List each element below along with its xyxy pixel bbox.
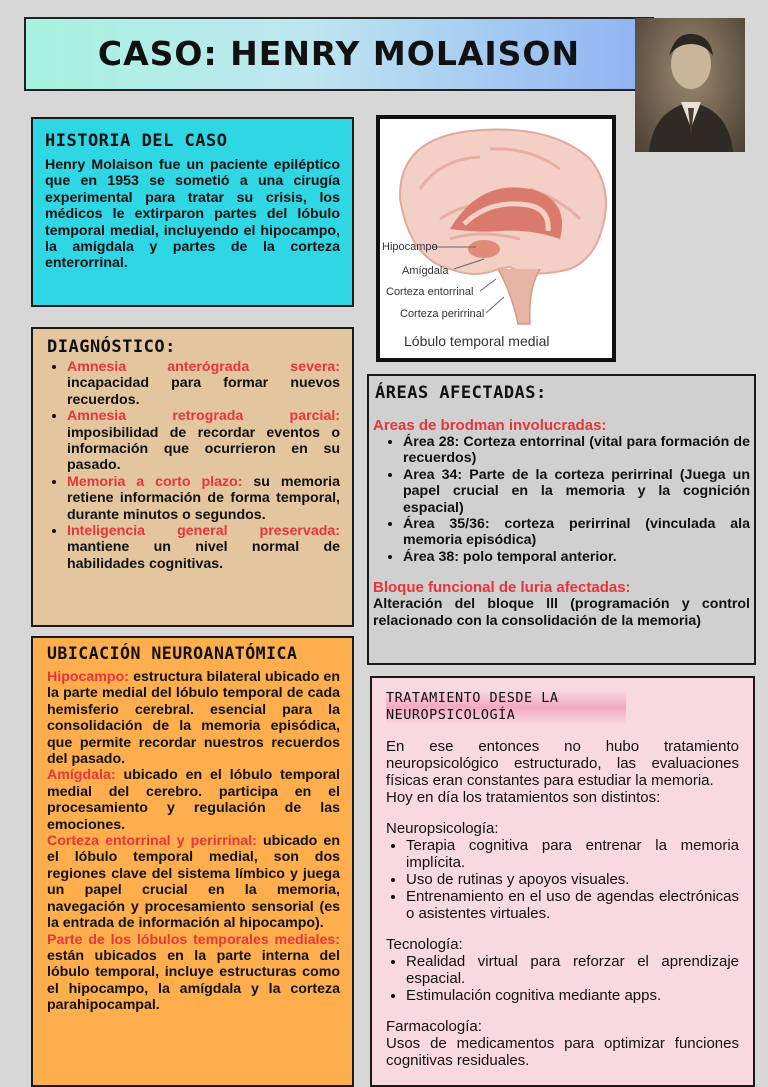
list-item: • Uso de rutinas y apoyos visuales. bbox=[406, 871, 739, 888]
list-item: • Área 38: polo temporal anterior. bbox=[403, 549, 750, 565]
ubicacion-paragraph bbox=[47, 932, 340, 1014]
historia-text: Henry Molaison fue un paciente epiléptico que en 1953 se sometió a una cirugía experimental para tratar su crisis, los médicos le extirparon partes del lóbulo temporal medial, incluyendo el hipocampo, la amígdala y partes de la corteza enterorrinal. bbox=[45, 157, 340, 272]
diagnostico-desc: incapacidad para formar nuevos recuerdos. bbox=[67, 375, 340, 408]
ubicacion-term: Amígdala: bbox=[47, 767, 116, 784]
label-corteza-entorrinal: Corteza entorrinal bbox=[386, 286, 474, 298]
brain-illustration bbox=[380, 119, 612, 358]
ubicacion-desc: están ubicados en la parte interna del lóbulo temporal, incluye estructuras como el hipocampo, la amígdala y la corteza parahipocampal. bbox=[47, 947, 340, 1014]
ubicacion-desc: ubicado en el lóbulo temporal medial del cerebro. participa en el procesamiento y regulación de las emociones. bbox=[47, 767, 340, 833]
portrait-photo bbox=[635, 18, 745, 152]
list-item: • Area 34: Parte de la corteza perirrinal (Juega un papel crucial en la memoria y la cognición espacial) bbox=[403, 467, 750, 516]
diagnostico-term: Amnesia retrograda parcial: bbox=[67, 408, 340, 425]
diagnostico-term: Amnesia anterógrada severa: bbox=[67, 359, 340, 375]
label-corteza-perirrinal: Corteza perirrinal bbox=[400, 308, 485, 320]
diagnostico-desc: su memoria retiene información de forma temporal, durante minutos o segundos. bbox=[67, 473, 340, 523]
diagnostico-term: Memoria a corto plazo: bbox=[67, 473, 243, 490]
diagnostico-desc: mantiene un nivel normal de habilidades cognitivas. bbox=[67, 539, 340, 572]
list-item: • Entrenamiento en el uso de agendas electrónicas o asistentes virtuales. bbox=[406, 888, 739, 922]
brodman-list bbox=[373, 434, 750, 565]
list-item: • Realidad virtual para reforzar el aprendizaje espacial. bbox=[406, 953, 739, 987]
brain-caption: Lóbulo temporal medial bbox=[404, 333, 550, 349]
luria-title: Bloque funcional de luria afectadas: bbox=[373, 579, 631, 597]
diagnostico-heading: DIAGNÓSTICO: bbox=[47, 337, 176, 357]
ubicacion-paragraph bbox=[47, 767, 340, 833]
farma-title: Farmacología: bbox=[386, 1018, 482, 1035]
list-item bbox=[67, 359, 340, 408]
tratamiento-intro: En ese entonces no hubo tratamiento neuropsicológico estructurado, las evaluaciones físicas eran constantes para estudiar la memoria. bbox=[386, 738, 739, 789]
list-item: • Estimulación cognitiva mediante apps. bbox=[406, 987, 739, 1004]
ubicacion-heading: UBICACIÓN NEUROANATÓMICA bbox=[47, 644, 298, 663]
tratamiento-intro2: Hoy en día los tratamientos son distintos: bbox=[386, 789, 661, 806]
label-amigdala: Amígdala bbox=[402, 265, 449, 277]
brodman-title: Areas de brodman involucradas: bbox=[373, 417, 607, 434]
diagnostico-desc: imposibilidad de recordar eventos o información que ocurrieron en su pasado. bbox=[67, 424, 340, 474]
list-item bbox=[67, 408, 340, 474]
ubicacion-term: Parte de los lóbulos temporales mediales: bbox=[47, 931, 340, 948]
diagnostico-list bbox=[47, 359, 340, 572]
ubicacion-section bbox=[31, 636, 354, 1087]
ubicacion-desc: estructura bilateral ubicado en la parte medial del lóbulo temporal de cada hemisferio cerebral. esencial para la consolidación de la memoria episódica, que permite recordar nuestros recuerdos del pasado. bbox=[47, 669, 340, 768]
list-item: • Terapia cognitiva para entrenar la memoria implícita. bbox=[406, 837, 739, 871]
title-banner bbox=[24, 17, 654, 91]
ubicacion-term: Hipocampo: bbox=[47, 669, 129, 685]
neuro-title: Neuropsicología: bbox=[386, 820, 499, 837]
areas-heading: ÁREAS AFECTADAS: bbox=[375, 383, 547, 403]
historia-section bbox=[31, 117, 354, 307]
list-item: • Área 35/36: corteza perirrinal (vinculada ala memoria episódica) bbox=[403, 516, 750, 549]
diagnostico-term: Inteligencia general preservada: bbox=[67, 523, 340, 540]
tratamiento-heading: TRATAMIENTO DESDE LA NEUROPSICOLOGÍA bbox=[386, 690, 626, 724]
ubicacion-term: Corteza entorrinal y perirrinal: bbox=[47, 833, 257, 850]
brain-figure bbox=[376, 115, 616, 362]
page-title: CASO: HENRY MOLAISON bbox=[97, 34, 581, 73]
neuro-list bbox=[386, 837, 739, 922]
ubicacion-paragraph bbox=[47, 669, 340, 767]
tratamiento-section bbox=[370, 676, 755, 1087]
list-item: • Área 28: Corteza entorrinal (vital para formación de recuerdos) bbox=[403, 434, 750, 467]
label-hipocampo: Hipocampo bbox=[382, 241, 438, 253]
farma-text: Usos de medicamentos para optimizar funciones cognitivas residuales. bbox=[386, 1035, 739, 1069]
ubicacion-paragraph bbox=[47, 833, 340, 931]
list-item bbox=[67, 523, 340, 572]
list-item bbox=[67, 474, 340, 523]
historia-heading: HISTORIA DEL CASO bbox=[45, 131, 228, 151]
diagnostico-section bbox=[31, 327, 354, 627]
tec-title: Tecnología: bbox=[386, 936, 463, 953]
portrait-silhouette bbox=[635, 18, 745, 152]
tec-list bbox=[386, 953, 739, 1004]
areas-section bbox=[367, 374, 756, 665]
luria-text: Alteración del bloque lll (programación y control relacionado con la consolidación de la memoria) bbox=[373, 596, 750, 629]
ubicacion-desc: ubicado en el lóbulo temporal medial, son dos regiones clave del sistema límbico y juega un papel crucial en la memoria, navegación y procesamiento sensorial (es la entrada de información al hipocampo). bbox=[47, 833, 340, 932]
